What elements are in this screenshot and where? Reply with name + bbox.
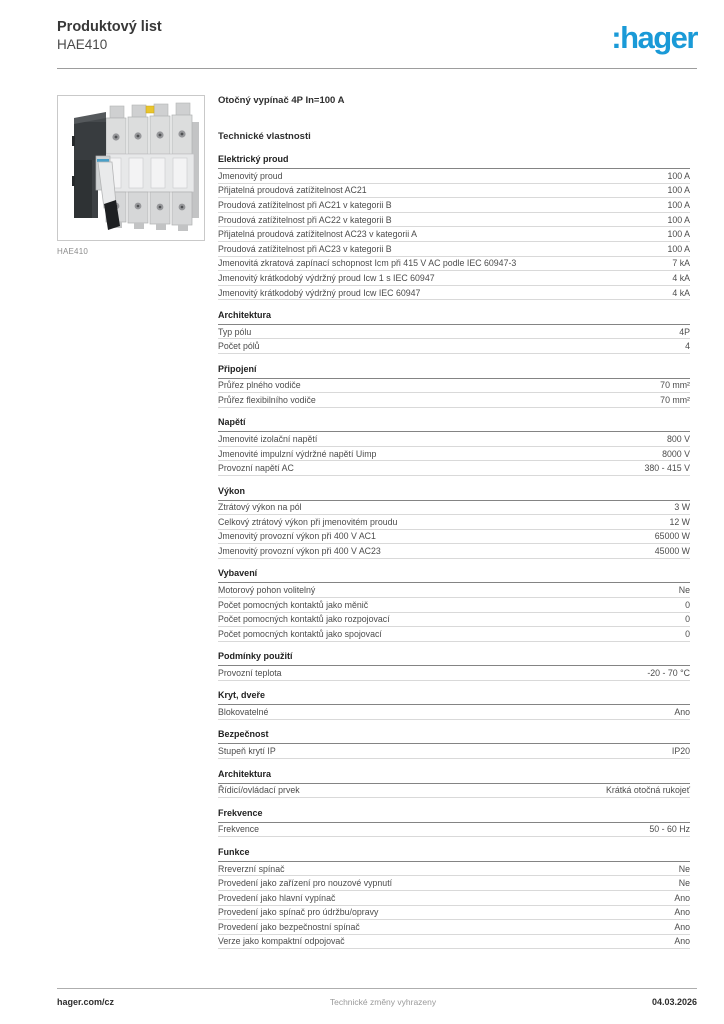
spec-row bbox=[218, 935, 690, 950]
spec-value: IP20 bbox=[671, 746, 690, 757]
spec-row bbox=[218, 432, 690, 447]
spec-row bbox=[218, 184, 690, 199]
spec-value: 4 kA bbox=[672, 287, 690, 298]
spec-value: Ne bbox=[678, 878, 690, 889]
yellow-clip bbox=[146, 106, 154, 113]
spec-row bbox=[218, 544, 690, 559]
spec-value: Ano bbox=[674, 707, 690, 718]
spec-row bbox=[218, 257, 690, 272]
spec-label: Jmenovitý krátkodobý výdržný proud Icw 1 s IEC 60947 bbox=[218, 272, 435, 283]
spec-label: Ztrátový výkon na pól bbox=[218, 502, 302, 513]
spec-section bbox=[218, 769, 690, 799]
product-code: HAE410 bbox=[57, 37, 108, 53]
spec-value: 70 mm² bbox=[660, 394, 690, 405]
spec-section bbox=[218, 310, 690, 354]
section-title: Vybavení bbox=[218, 568, 690, 583]
spec-label: Proudová zatížitelnost při AC21 v kategorii B bbox=[218, 199, 392, 210]
spec-section bbox=[218, 651, 690, 681]
spec-label: Jmenovitý proud bbox=[218, 170, 283, 181]
spec-label: Počet pólů bbox=[218, 341, 260, 352]
spec-label: Jmenovité impulzní výdržné napětí Uimp bbox=[218, 448, 377, 459]
section-title: Architektura bbox=[218, 769, 690, 784]
spec-value: 4P bbox=[679, 326, 690, 337]
hager-logo: :hager bbox=[611, 20, 697, 55]
spec-row bbox=[218, 891, 690, 906]
section-title: Architektura bbox=[218, 310, 690, 325]
spec-row bbox=[218, 501, 690, 516]
spec-section bbox=[218, 154, 690, 300]
spec-row bbox=[218, 583, 690, 598]
spec-label: Celkový ztrátový výkon při jmenovitém proudu bbox=[218, 516, 398, 527]
section-title: Elektrický proud bbox=[218, 154, 690, 169]
spec-row bbox=[218, 744, 690, 759]
spec-value: 380 - 415 V bbox=[644, 463, 690, 474]
spec-label: Frekvence bbox=[218, 824, 260, 835]
spec-label: Provedení jako hlavní vypínač bbox=[218, 892, 336, 903]
spec-row bbox=[218, 862, 690, 877]
spec-label: Proudová zatížitelnost při AC23 v kategorii B bbox=[218, 243, 392, 254]
product-image bbox=[57, 95, 205, 241]
spec-label: Motorový pohon volitelný bbox=[218, 585, 316, 596]
spec-row bbox=[218, 242, 690, 257]
spec-label: Jmenovitá zkratová zapínací schopnost Icm při 415 V AC podle IEC 60947-3 bbox=[218, 258, 517, 269]
spec-label: Jmenovitý krátkodobý výdržný proud Icw IEC 60947 bbox=[218, 287, 421, 298]
spec-value: 50 - 60 Hz bbox=[649, 824, 690, 835]
spec-row bbox=[218, 613, 690, 628]
spec-row bbox=[218, 784, 690, 799]
spec-row bbox=[218, 447, 690, 462]
spec-value: 70 mm² bbox=[660, 380, 690, 391]
spec-row bbox=[218, 627, 690, 642]
header-divider bbox=[57, 68, 697, 69]
spec-value: 0 bbox=[685, 599, 690, 610]
header-titles bbox=[57, 18, 162, 54]
spec-row bbox=[218, 906, 690, 921]
spec-label: Provedení jako bezpečnostní spínač bbox=[218, 921, 360, 932]
module-windows bbox=[102, 154, 194, 192]
spec-value: Ano bbox=[674, 892, 690, 903]
spec-value: 100 A bbox=[667, 199, 690, 210]
spec-row bbox=[218, 286, 690, 301]
spec-row bbox=[218, 169, 690, 184]
spec-label: Provozní napětí AC bbox=[218, 463, 294, 474]
spec-value: 100 A bbox=[667, 170, 690, 181]
product-image-caption: HAE410 bbox=[57, 247, 88, 256]
spec-row bbox=[218, 598, 690, 613]
spec-label: Provozní teplota bbox=[218, 668, 282, 679]
spec-row bbox=[218, 339, 690, 354]
spec-row bbox=[218, 461, 690, 476]
spec-row bbox=[218, 227, 690, 242]
spec-table bbox=[218, 95, 690, 949]
spec-section bbox=[218, 568, 690, 641]
product-title: Otočný vypínač 4P In=100 A bbox=[218, 95, 345, 106]
spec-section bbox=[218, 729, 690, 759]
spec-row bbox=[218, 198, 690, 213]
spec-label: Počet pomocných kontaktů jako spojovací bbox=[218, 628, 382, 639]
spec-value: 45000 W bbox=[654, 546, 690, 557]
spec-row bbox=[218, 393, 690, 408]
spec-value: Ano bbox=[674, 907, 690, 918]
section-title: Připojení bbox=[218, 364, 690, 379]
product-figure bbox=[57, 95, 205, 256]
spec-value: 0 bbox=[685, 614, 690, 625]
spec-label: Provedení jako spínač pro údržbu/opravy bbox=[218, 907, 379, 918]
spec-label: Rreverzní spínač bbox=[218, 863, 285, 874]
spec-value: 12 W bbox=[669, 516, 690, 527]
spec-label: Řídicí/ovládací prvek bbox=[218, 785, 300, 796]
spec-label: Počet pomocných kontaktů jako měnič bbox=[218, 599, 369, 610]
spec-row bbox=[218, 530, 690, 545]
section-title: Kryt, dveře bbox=[218, 690, 690, 705]
spec-section bbox=[218, 364, 690, 408]
spec-section bbox=[218, 417, 690, 476]
spec-row bbox=[218, 876, 690, 891]
spec-value: Ano bbox=[674, 936, 690, 947]
footer-date: 04.03.2026 bbox=[651, 997, 697, 1007]
switch-disconnector-illustration bbox=[58, 96, 204, 240]
spec-section bbox=[218, 808, 690, 838]
spec-row bbox=[218, 271, 690, 286]
spec-row bbox=[218, 666, 690, 681]
spec-section bbox=[218, 486, 690, 559]
spec-value: Ne bbox=[678, 585, 690, 596]
footer-divider bbox=[57, 988, 697, 989]
spec-label: Typ pólu bbox=[218, 326, 252, 337]
spec-value: Krátká otočná rukojeť bbox=[606, 785, 690, 796]
spec-label: Provedení jako zařízení pro nouzové vypnutí bbox=[218, 878, 393, 889]
spec-row bbox=[218, 213, 690, 228]
page-header bbox=[57, 18, 697, 54]
spec-label: Jmenovité izolační napětí bbox=[218, 434, 318, 445]
spec-value: 0 bbox=[685, 628, 690, 639]
spec-label: Blokovatelné bbox=[218, 707, 269, 718]
spec-value: 3 W bbox=[674, 502, 690, 513]
spec-label: Přijatelná proudová zatížitelnost AC21 bbox=[218, 185, 367, 196]
section-title: Napětí bbox=[218, 417, 690, 432]
spec-label: Jmenovitý provozní výkon při 400 V AC1 bbox=[218, 531, 376, 542]
section-title: Výkon bbox=[218, 486, 690, 501]
section-title: Funkce bbox=[218, 847, 690, 862]
spec-value: Ne bbox=[678, 863, 690, 874]
spec-value: 800 V bbox=[667, 434, 690, 445]
spec-label: Proudová zatížitelnost při AC22 v kategorii B bbox=[218, 214, 392, 225]
spec-label: Přijatelná proudová zatížitelnost AC23 v kategorii A bbox=[218, 229, 418, 240]
spec-value: 100 A bbox=[667, 243, 690, 254]
spec-row bbox=[218, 515, 690, 530]
document-title: Produktový list bbox=[57, 19, 162, 35]
spec-label: Průřez plného vodiče bbox=[218, 380, 301, 391]
spec-value: 100 A bbox=[667, 229, 690, 240]
spec-label: Jmenovitý provozní výkon při 400 V AC23 bbox=[218, 546, 381, 557]
spec-label: Verze jako kompaktní odpojovač bbox=[218, 936, 345, 947]
tech-properties-heading: Technické vlastnosti bbox=[218, 131, 311, 142]
spec-value: 65000 W bbox=[654, 531, 690, 542]
spec-value: -20 - 70 °C bbox=[647, 668, 690, 679]
section-title: Bezpečnost bbox=[218, 729, 690, 744]
spec-row bbox=[218, 823, 690, 838]
spec-value: 100 A bbox=[667, 214, 690, 225]
spec-value: 8000 V bbox=[662, 448, 690, 459]
spec-row bbox=[218, 705, 690, 720]
spec-value: 100 A bbox=[667, 185, 690, 196]
spec-row bbox=[218, 325, 690, 340]
footer-website-link[interactable]: hager.com/cz bbox=[57, 997, 115, 1007]
page-footer bbox=[57, 997, 697, 1007]
spec-value: Ano bbox=[674, 921, 690, 932]
spec-value: 4 bbox=[685, 341, 690, 352]
spec-label: Počet pomocných kontaktů jako rozpojovací bbox=[218, 614, 390, 625]
section-title: Podmínky použití bbox=[218, 651, 690, 666]
spec-value: 4 kA bbox=[672, 272, 690, 283]
spec-label: Stupeň krytí IP bbox=[218, 746, 276, 757]
spec-sections bbox=[218, 154, 690, 949]
section-title: Frekvence bbox=[218, 808, 690, 823]
spec-value: 7 kA bbox=[672, 258, 690, 269]
spec-section bbox=[218, 847, 690, 950]
spec-row bbox=[218, 920, 690, 935]
spec-section bbox=[218, 690, 690, 720]
spec-label: Průřez flexibilního vodiče bbox=[218, 394, 316, 405]
footer-disclaimer: Technické změny vyhrazeny bbox=[329, 997, 437, 1007]
spec-row bbox=[218, 379, 690, 394]
